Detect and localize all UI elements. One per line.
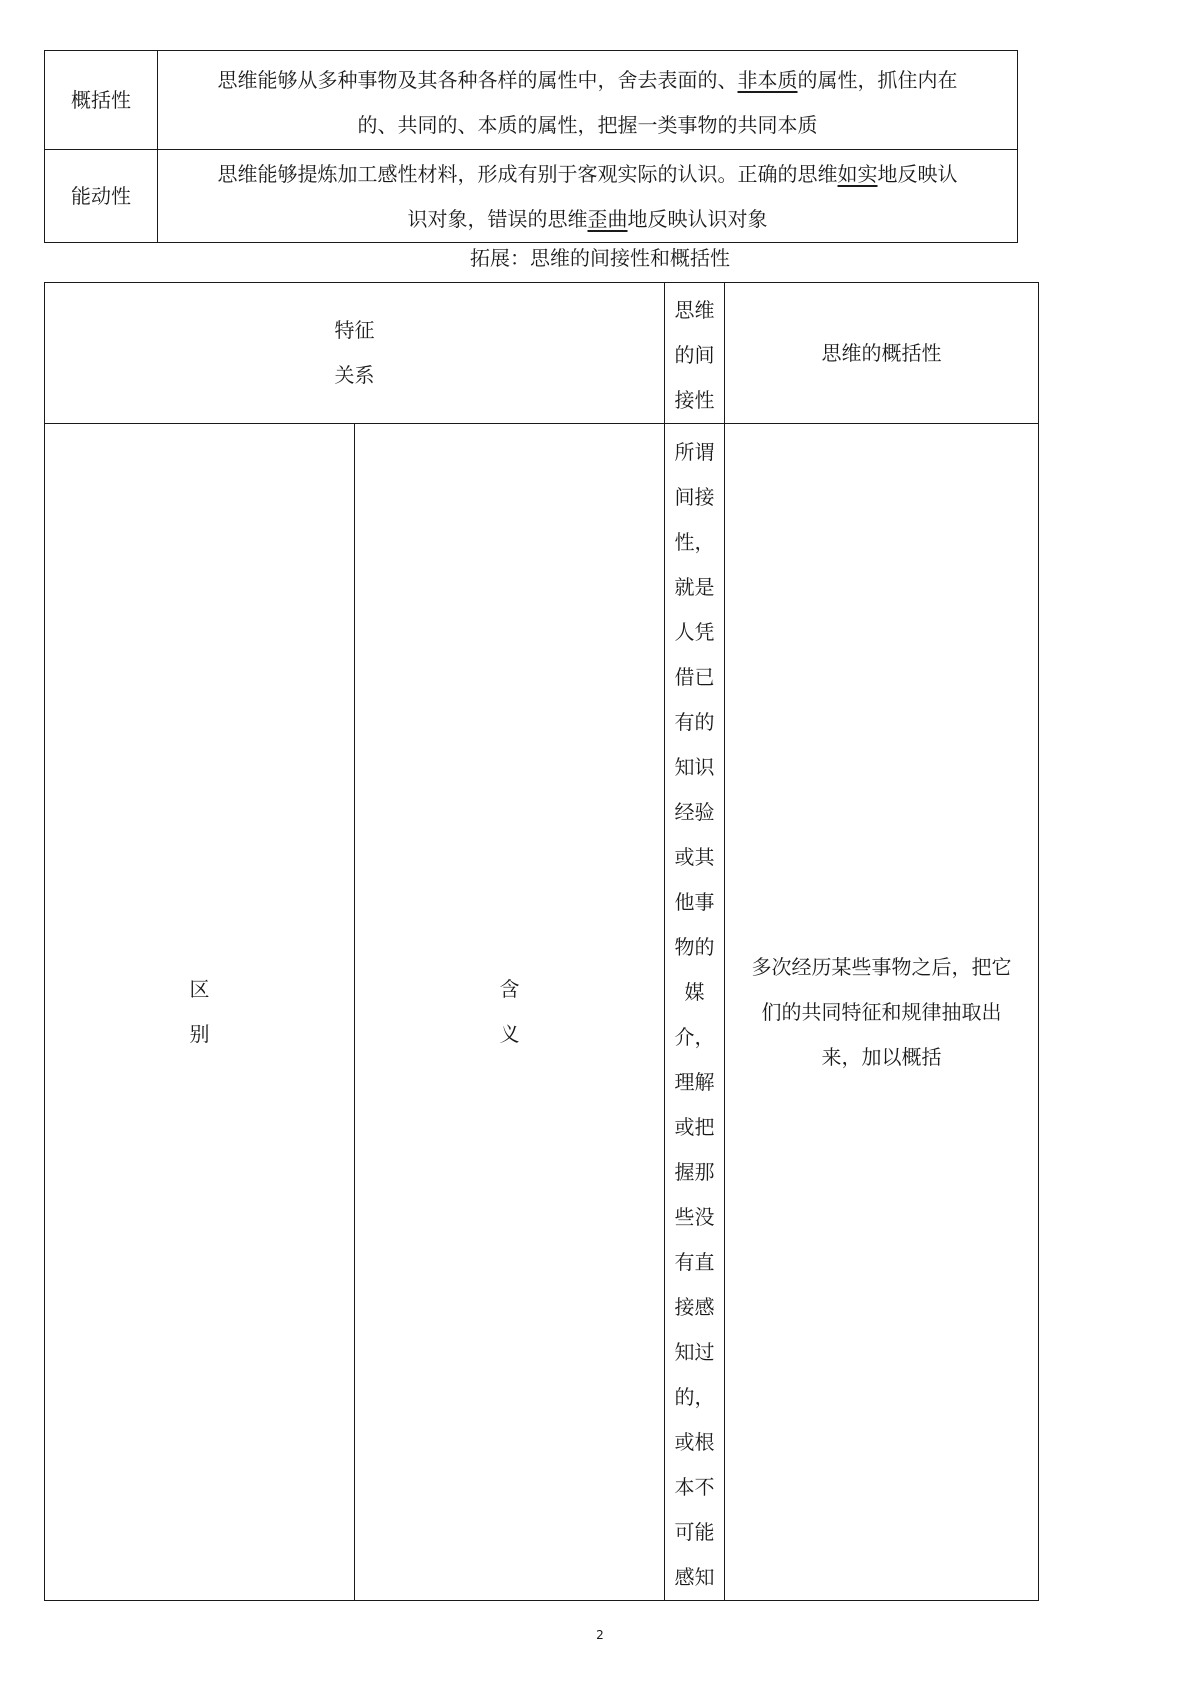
- corner-header-bottom: 关系: [334, 363, 375, 387]
- text-line: 间接: [674, 485, 715, 509]
- header-line: 思维: [674, 298, 715, 322]
- text-line: 来，加以概括: [821, 1044, 942, 1069]
- corner-header-top: 特征: [334, 318, 375, 342]
- row-label: 能动性: [45, 150, 158, 243]
- indirectness-definition: [665, 424, 725, 1601]
- text-line: 介，: [674, 1025, 715, 1049]
- text-line: 多次经历某些事物之后，把它: [751, 954, 1012, 979]
- text-line: 握那: [674, 1160, 715, 1184]
- underlined-term: 非本质: [737, 68, 798, 92]
- generality-definition: [725, 424, 1039, 1601]
- text-line: 有直: [674, 1250, 715, 1274]
- text-line: 的，: [674, 1385, 715, 1409]
- features-table: [44, 50, 1018, 243]
- row-label: 概括性: [45, 51, 158, 150]
- underlined-term: 如实: [837, 162, 878, 186]
- text-line: 或其: [674, 845, 715, 869]
- table-caption: 拓展：思维的间接性和概括性: [470, 246, 730, 270]
- text-line: 知过: [674, 1340, 715, 1364]
- text-line: 理解: [674, 1070, 715, 1094]
- page-number: 2: [596, 1628, 604, 1642]
- text-line: 或根: [674, 1430, 715, 1454]
- text-line: 性，: [674, 530, 715, 554]
- table-row: [45, 51, 1018, 150]
- text-line: 人凭: [674, 620, 715, 644]
- description-line: 识对象，错误的思维歪曲地反映认识对象: [407, 207, 768, 231]
- text-line: 他事: [674, 890, 715, 914]
- text-line: 些没: [674, 1205, 715, 1229]
- aspect-cell: [355, 424, 665, 1601]
- description-line: 的、共同的、本质的属性，把握一类事物的共同本质: [357, 113, 818, 137]
- text-line: 们的共同特征和规律抽取出: [761, 999, 1002, 1024]
- row-description: [158, 150, 1018, 243]
- text-line: 可能: [674, 1520, 715, 1544]
- text-line: 有的: [674, 710, 715, 734]
- generality-header: 思维的概括性: [725, 283, 1039, 424]
- table-row: [45, 150, 1018, 243]
- text-line: 感知: [674, 1565, 715, 1589]
- text-line: 物的: [674, 935, 715, 959]
- corner-header: [45, 283, 665, 424]
- group-line: 区: [189, 977, 210, 1001]
- group-cell: [45, 424, 355, 1601]
- indirectness-header: [665, 283, 725, 424]
- text-line: 本不: [674, 1475, 715, 1499]
- description-line: 思维能够提炼加工感性材料，形成有别于客观实际的认识。正确的思维如实地反映认: [217, 162, 958, 186]
- aspect-line: 义: [499, 1022, 520, 1046]
- header-row: [45, 283, 1039, 424]
- aspect-line: 含: [499, 977, 520, 1001]
- text-line: 所谓: [674, 440, 715, 464]
- text-line: 或把: [674, 1115, 715, 1139]
- description-line: 思维能够从多种事物及其各种各样的属性中，舍去表面的、非本质的属性，抓住内在: [217, 68, 958, 92]
- text-line: 知识: [674, 755, 715, 779]
- group-line: 别: [189, 1022, 210, 1046]
- text-line: 借已: [674, 665, 715, 689]
- header-line: 接性: [674, 388, 715, 412]
- header-line: 的间: [674, 343, 715, 367]
- comparison-table: [44, 282, 1039, 1601]
- text-line: 媒: [684, 980, 705, 1004]
- text-line: 接感: [674, 1295, 715, 1319]
- row-description: [158, 51, 1018, 150]
- text-line: 经验: [674, 800, 715, 824]
- underlined-term: 歪曲: [587, 207, 628, 231]
- table-row: [45, 424, 1039, 1601]
- text-line: 就是: [674, 575, 715, 599]
